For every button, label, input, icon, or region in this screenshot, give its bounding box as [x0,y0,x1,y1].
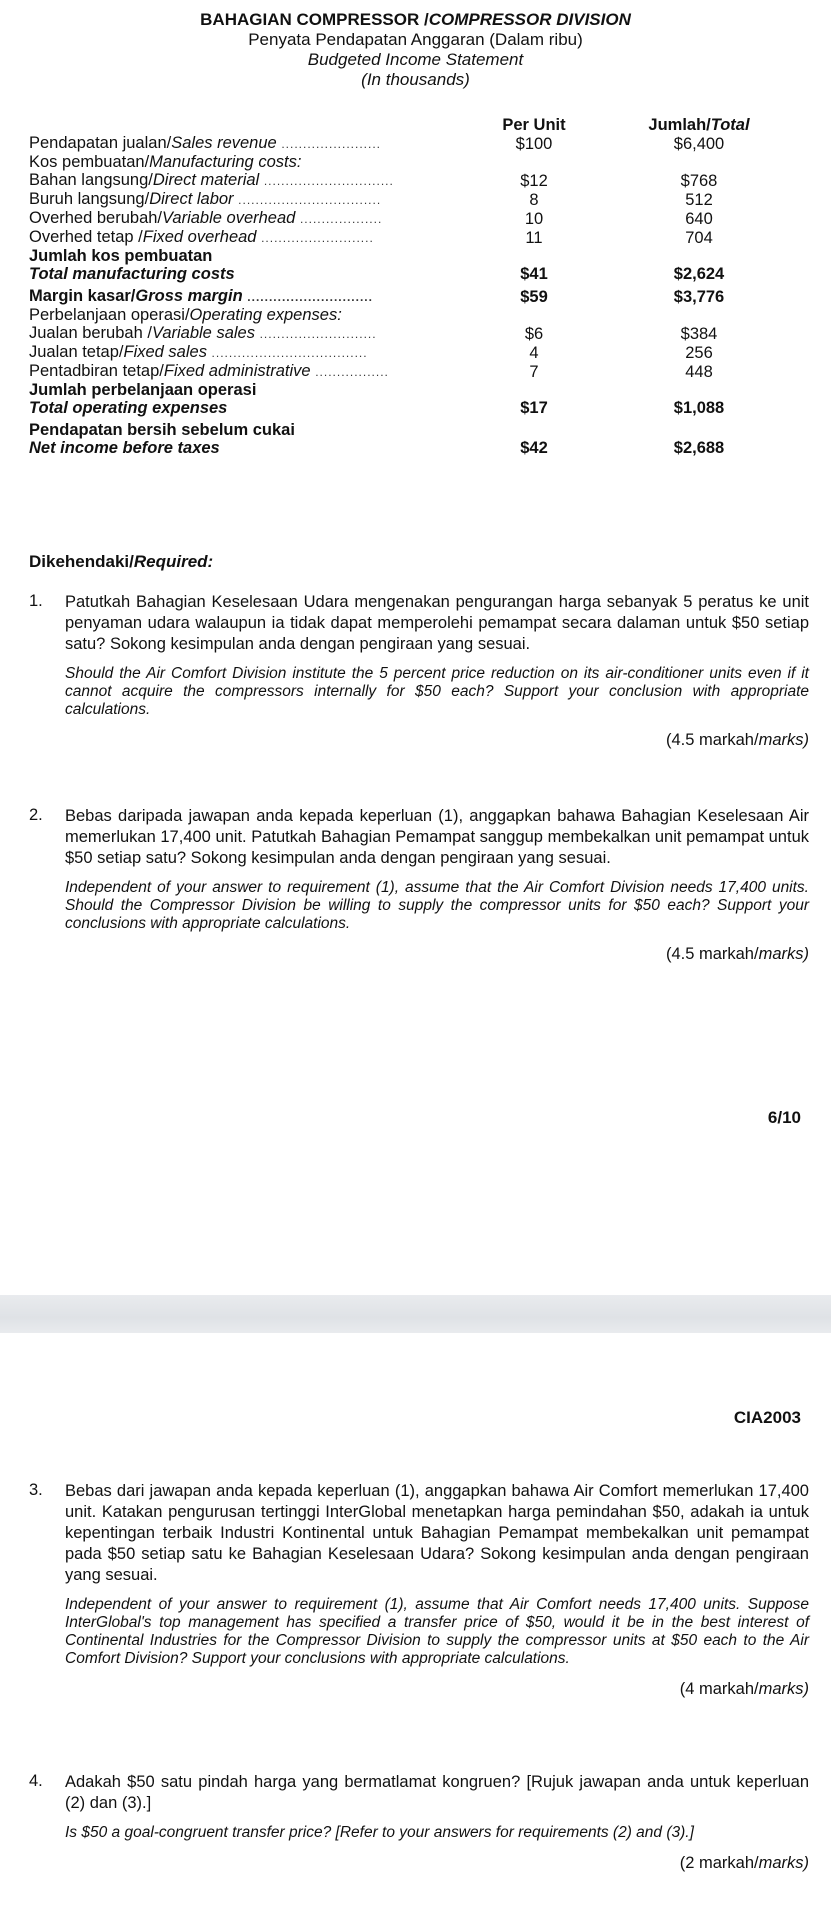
question-text-my: Bebas dari jawapan anda kepada keperluan (1), anggapkan bahawa Air Comfort memerlukan 17,400 unit. Katakan pengurusan tertinggi InterGlobal menetapkan harga pemindahan $50, adakah ia untuk kepentingan terbaik Industri Kontinental untuk Bahagian Pemampat membekalkan unit pemampat pada $50 setiap satu ke Bahagian Keselesaan Udara? Sokong kesimpulan anda dengan pengiraan yang sesuai. [65,1482,809,1584]
row-total [599,153,799,171]
row-label: Pendapatan bersih sebelum cukai Net income before taxes [29,421,295,457]
question-text-en: Independent of your answer to requirement (1), assume that Air Comfort needs 17,400 units. Suppose InterGlobal's top management has specified a transfer price of $50, would it be in the best interest of Continental Industries for the Compressor Division to supply the compressor units at $50 each to the Air Comfort Division? Support your conclusions with appropriate calculations. [65,1596,809,1667]
row-unit [469,153,599,171]
row-total: $768 [680,172,718,190]
question-text-my: Adakah $50 satu pindah harga yang bermatlamat kongruen? [Rujuk jawapan anda untuk keperluan (2) dan (3).] [65,1773,809,1812]
row-total: $2,624 [673,265,725,283]
row-unit: $12 [520,172,548,190]
row-unit: 7 [529,363,539,381]
row-label: Jualan berubah /Variable sales ........................... [29,324,377,342]
row-label: Jualan tetap/Fixed sales .................................... [29,343,368,361]
table-row [29,324,799,343]
page-number: 6/10 [767,1108,801,1127]
table-row [29,306,799,324]
row-unit: 11 [525,229,543,247]
row-label: Perbelanjaan operasi/Operating expenses: [29,306,342,324]
page-separator [0,1295,831,1333]
question-number: 1. [29,592,43,610]
table-row [29,134,799,153]
row-unit: $6 [524,325,544,343]
row-unit: $100 [515,135,553,153]
course-code: CIA2003 [733,1408,801,1427]
question-number: 3. [29,1481,43,1499]
statement-units: (In thousands) [361,70,470,89]
row-total [599,306,799,324]
table-row [29,417,799,457]
required-heading: Dikehendaki/Required: [29,552,214,571]
table-row [29,171,799,190]
table-row [29,190,799,209]
row-unit [469,306,599,324]
question-2 [29,806,809,964]
row-total: $1,088 [673,399,725,417]
question-number: 2. [29,806,43,824]
question-3 [29,1481,809,1699]
division-title-my: BAHAGIAN COMPRESSOR / [200,10,429,29]
table-row [29,228,799,247]
question-text-en: Is $50 a goal-congruent transfer price? [Refer to your answers for requirements (2) and (3).] [65,1824,694,1841]
question-1 [29,592,809,750]
question-marks: (2 markah/marks) [679,1854,809,1872]
row-unit: 4 [529,344,539,362]
row-label: Bahan langsung/Direct material .............................. [29,171,394,189]
row-unit: $41 [520,265,548,283]
row-label: Pentadbiran tetap/Fixed administrative ................. [29,362,389,380]
row-label: Overhed berubah/Variable overhead ................... [29,209,383,227]
row-total: $3,776 [673,288,725,306]
row-label: Overhed tetap /Fixed overhead .......................... [29,228,374,246]
question-text-my: Patutkah Bahagian Keselesaan Udara mengenakan pengurangan harga sebanyak 5 peratus ke unit penyaman udara walaupun ia tidak dapat memperolehi pemampat secara dalaman untuk $50 setiap satu? Sokong kesimpulan anda dengan pengiraan yang sesuai. [65,593,809,653]
row-label: Buruh langsung/Direct labor ................................. [29,190,382,208]
question-text-en: Should the Air Comfort Division institute the 5 percent price reduction on its air-conditioner units even if it cannot acquire the compressors internally for $50 each? Support your conclusion with appropriate calculations. [65,665,809,718]
table-row [29,153,799,171]
income-statement-table [29,116,799,457]
row-total: 704 [685,229,713,247]
division-title [0,10,831,30]
row-unit: 8 [529,191,539,209]
question-marks: (4 markah/marks) [679,1680,809,1698]
table-row [29,381,799,417]
question-marks: (4.5 markah/marks) [665,731,809,749]
row-total: 640 [685,210,713,228]
table-row [29,283,799,306]
table-row [29,362,799,381]
row-total: $2,688 [673,439,725,457]
table-header-row [29,116,799,134]
row-total: $6,400 [673,135,725,153]
statement-title-my: Penyata Pendapatan Anggaran (Dalam ribu) [248,30,583,49]
table-row [29,247,799,283]
row-unit: $59 [520,288,548,306]
row-label: Margin kasar/Gross margin ............................. [29,287,373,305]
row-total: 256 [685,344,713,362]
row-unit: $17 [520,399,548,417]
division-title-en: COMPRESSOR DIVISION [428,10,631,29]
row-label: Pendapatan jualan/Sales revenue ....................... [29,134,381,152]
table-row [29,209,799,228]
question-marks: (4.5 markah/marks) [665,945,809,963]
row-total: 512 [685,191,713,209]
table-row [29,343,799,362]
row-unit: $42 [520,439,548,457]
question-number: 4. [29,1772,43,1790]
question-text-my: Bebas daripada jawapan anda kepada keperluan (1), anggapkan bahawa Bahagian Keselesaan Air memerlukan 17,400 unit. Patutkah Bahagian Pemampat sanggup membekalkan unit pemampat untuk $50 setiap satu? Sokong kesimpulan anda dengan pengiraan yang sesuai. [65,807,809,867]
col-total: Jumlah/Total [648,116,750,134]
question-text-en: Independent of your answer to requirement (1), assume that the Air Comfort Division needs 17,400 units. Should the Compressor Division be willing to supply the compressor units for $50 each? Support your conclusions with appropriate calculations. [65,879,809,932]
row-total: 448 [685,363,713,381]
row-total: $384 [680,325,718,343]
col-per-unit: Per Unit [502,116,566,134]
question-4 [29,1772,809,1873]
row-label: Jumlah perbelanjaan operasi Total operating expenses [29,381,257,417]
statement-title-en: Budgeted Income Statement [307,50,524,69]
row-unit: 10 [524,210,544,228]
row-label: Jumlah kos pembuatan Total manufacturing costs [29,247,235,283]
statement-header [0,10,831,90]
row-label: Kos pembuatan/Manufacturing costs: [29,153,302,171]
